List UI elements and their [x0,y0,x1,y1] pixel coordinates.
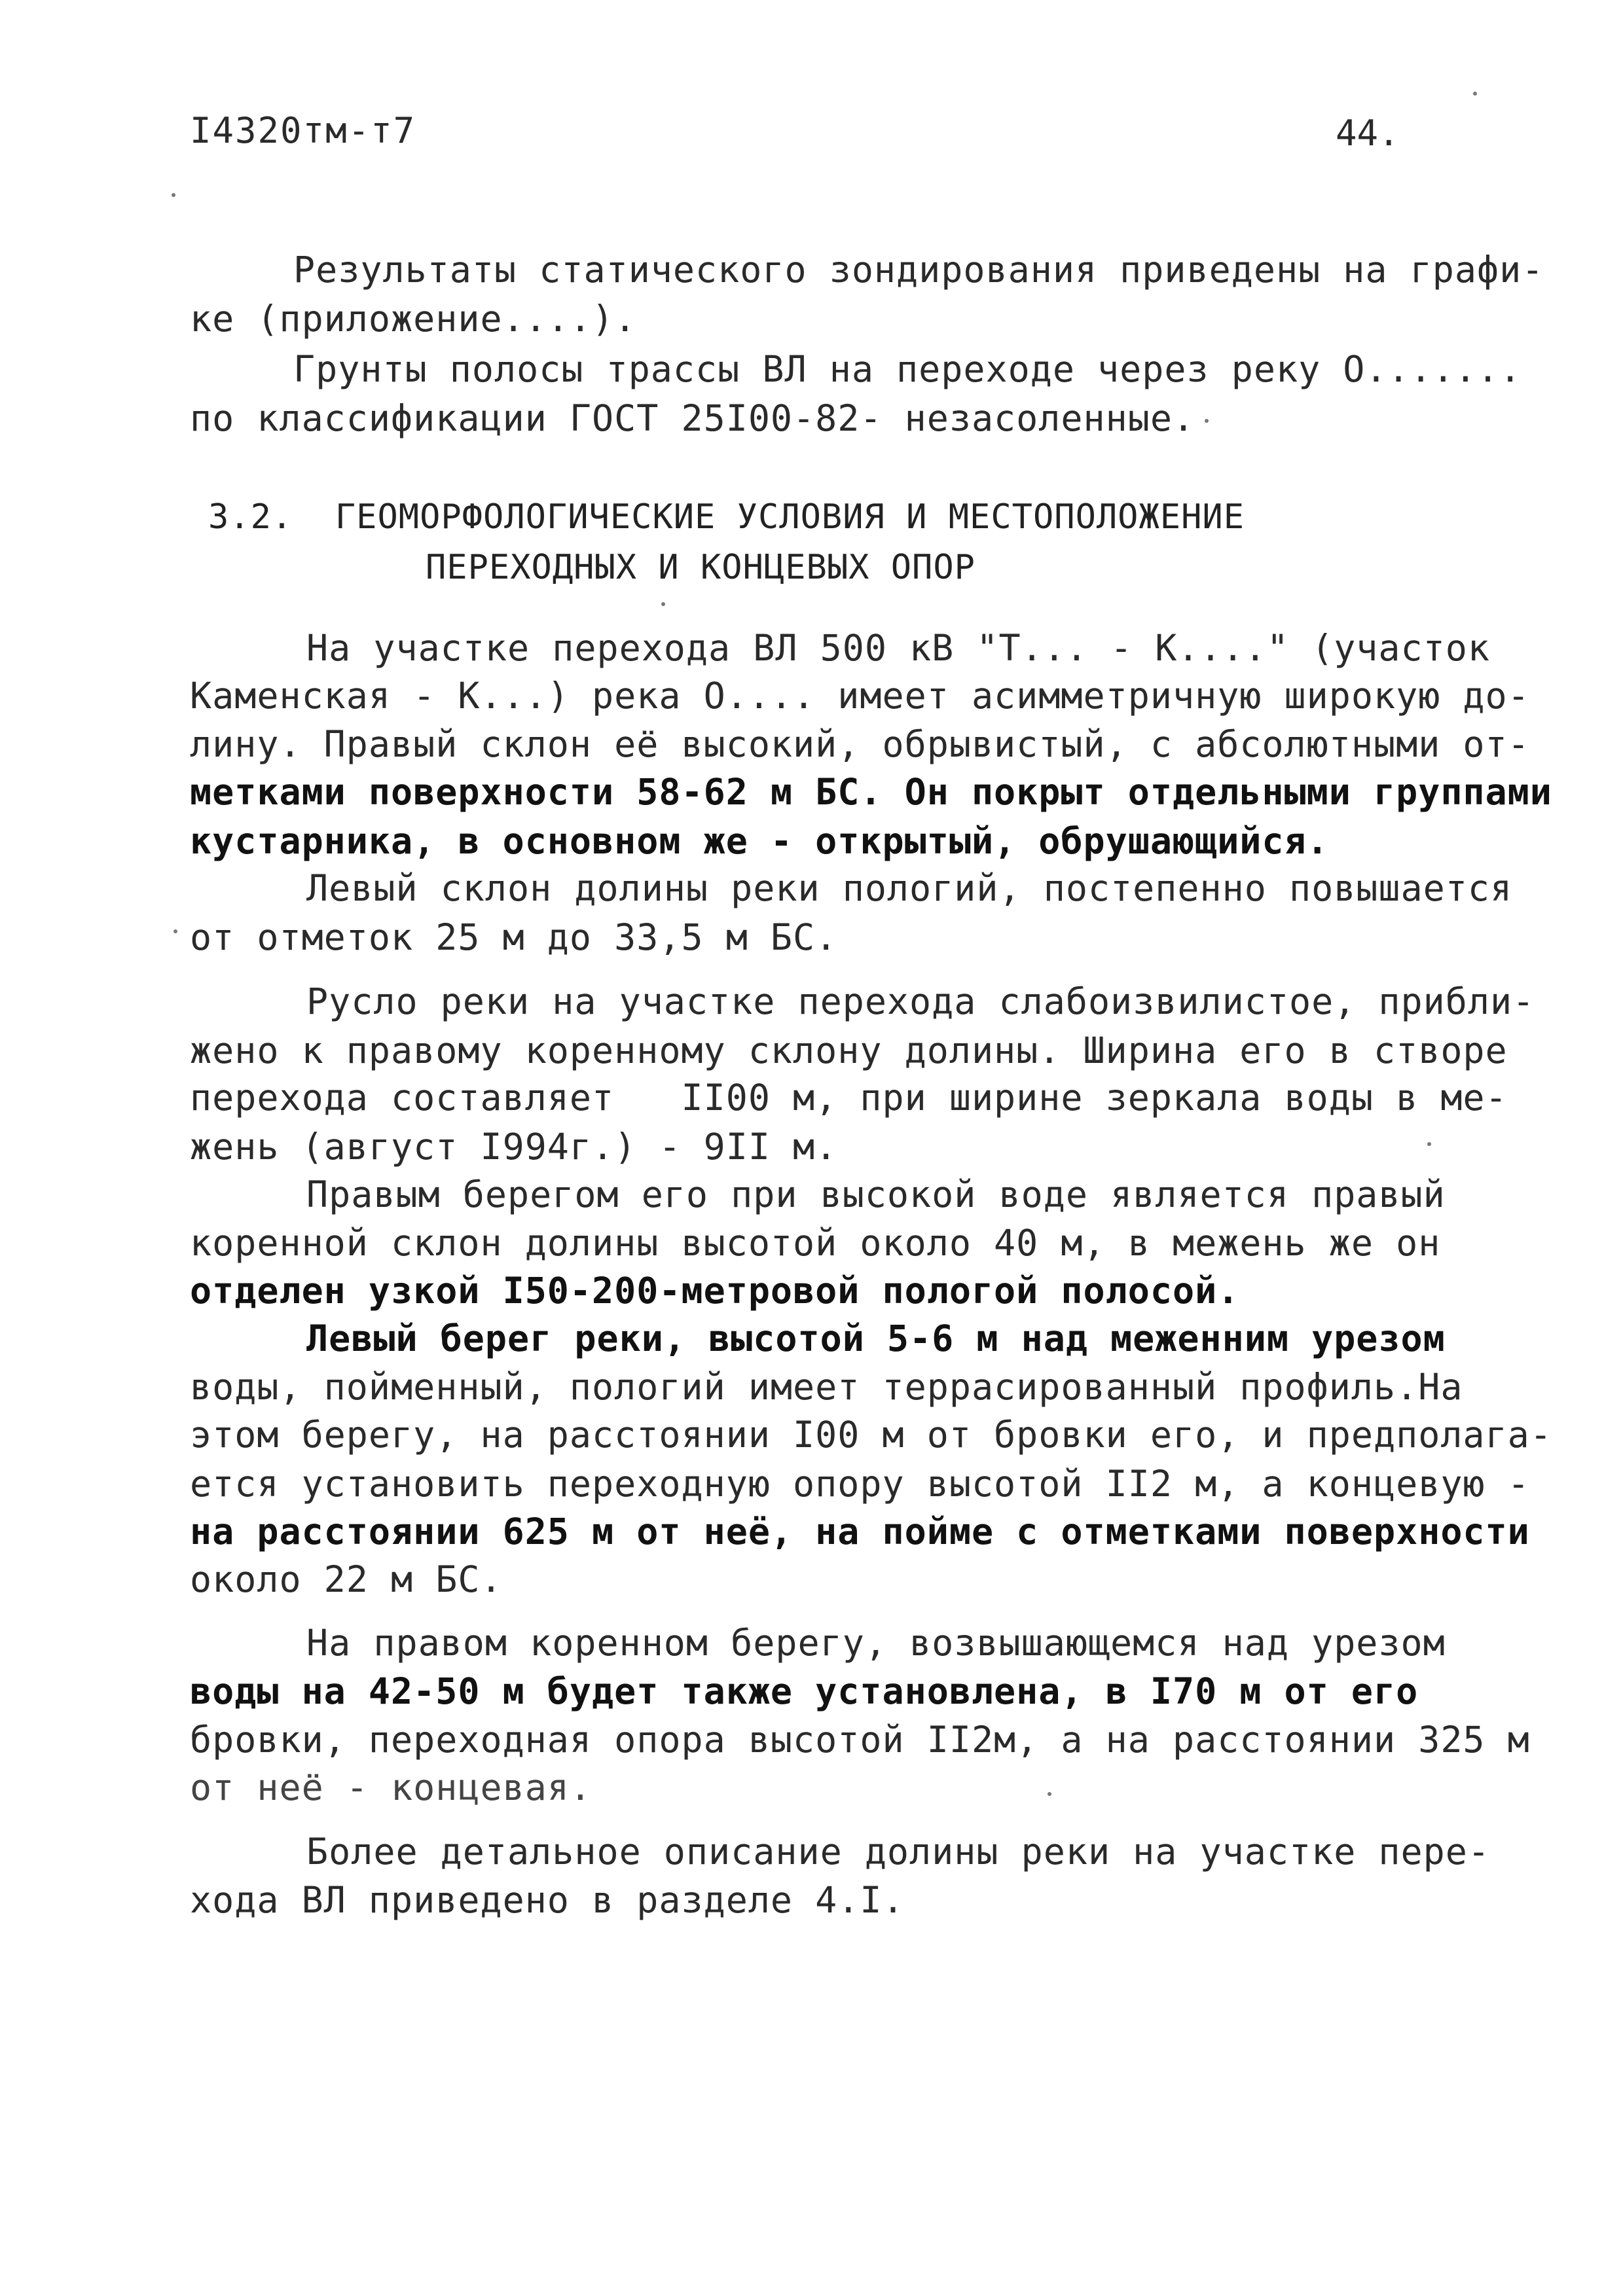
text-line: Каменская - К...) река О.... имеет асимметричную широкую до- [190,675,1530,717]
text-line: перехода составляет II00 м, при ширине зеркала воды в ме- [190,1077,1508,1119]
text-line: На правом коренном берегу, возвышающемся над урезом [306,1622,1446,1664]
text-line: от отметок 25 м до 33,5 м БС. [190,916,838,958]
scan-speck [172,193,175,197]
text-line: на расстоянии 625 м от неё, на пойме с отметками поверхности [190,1511,1530,1552]
text-line: метками поверхности 58-62 м БС. Он покрыт отдельными группами [190,771,1552,813]
text-line: Результаты статического зондирования приведены на графи- [293,249,1544,291]
text-line: коренной склон долины высотой около 40 м, в межень же он [190,1222,1441,1264]
text-line: жено к правому коренному склону долины. Ширина его в створе [190,1030,1508,1071]
text-line: около 22 м БС. [190,1558,503,1600]
text-line: бровки, переходная опора высотой II2м, а на расстоянии 325 м [190,1719,1530,1761]
text-line: от неё - концевая. [190,1767,593,1808]
text-line: Левый склон долины реки пологий, постепенно повышается [306,867,1513,909]
text-line: Более детальное описание долины реки на участке пере- [306,1831,1490,1873]
text-line: ке (приложение....). [190,298,637,340]
page-number: 44. [1336,113,1400,154]
text-line: по классификации ГОСТ 25I00-82- незасоленные. [190,397,1195,439]
text-line: Грунты полосы трассы ВЛ на переходе через реку О....... [293,348,1522,390]
section-heading-continuation: ПЕРЕХОДНЫХ И КОНЦЕВЫХ ОПОР [426,548,976,587]
text-line: хода ВЛ приведено в разделе 4.I. [190,1879,905,1921]
text-line: этом берегу, на расстоянии I00 м от бровки его, и предполага- [190,1414,1552,1456]
scan-speck [661,602,665,606]
text-line: жень (август I994г.) - 9II м. [190,1126,838,1168]
text-line: воды, пойменный, пологий имеет террасированный профиль.На [190,1366,1463,1408]
text-line: воды на 42-50 м будет также установлена, в I70 м от его [190,1670,1419,1712]
text-line: кустарника, в основном же - открытый, обрушающийся. [190,820,1329,862]
text-line: Правым берегом его при высокой воде является правый [306,1174,1446,1215]
text-line: ется установить переходную опору высотой II2 м, а концевую - [190,1463,1530,1505]
text-line: Левый берег реки, высотой 5-6 м над меженним урезом [306,1318,1446,1359]
scan-speck [1473,92,1477,96]
section-heading: 3.2. ГЕОМОРФОЛОГИЧЕСКИЕ УСЛОВИЯ И МЕСТОПОЛОЖЕНИЕ [208,497,1245,537]
document-code: I4320тм-т7 [190,110,416,151]
scan-speck [173,929,177,933]
text-line: На участке перехода ВЛ 500 кВ "Т... - К...." (участок [306,627,1490,669]
text-line: лину. Правый склон её высокий, обрывистый, с абсолютными от- [190,723,1530,765]
text-line: отделен узкой I50-200-метровой пологой полосой. [190,1270,1240,1312]
scan-speck [1427,1142,1431,1146]
scan-speck [1205,419,1209,423]
scan-speck [1048,1792,1051,1796]
text-line: Русло реки на участке перехода слабоизвилистое, прибли- [306,980,1535,1022]
